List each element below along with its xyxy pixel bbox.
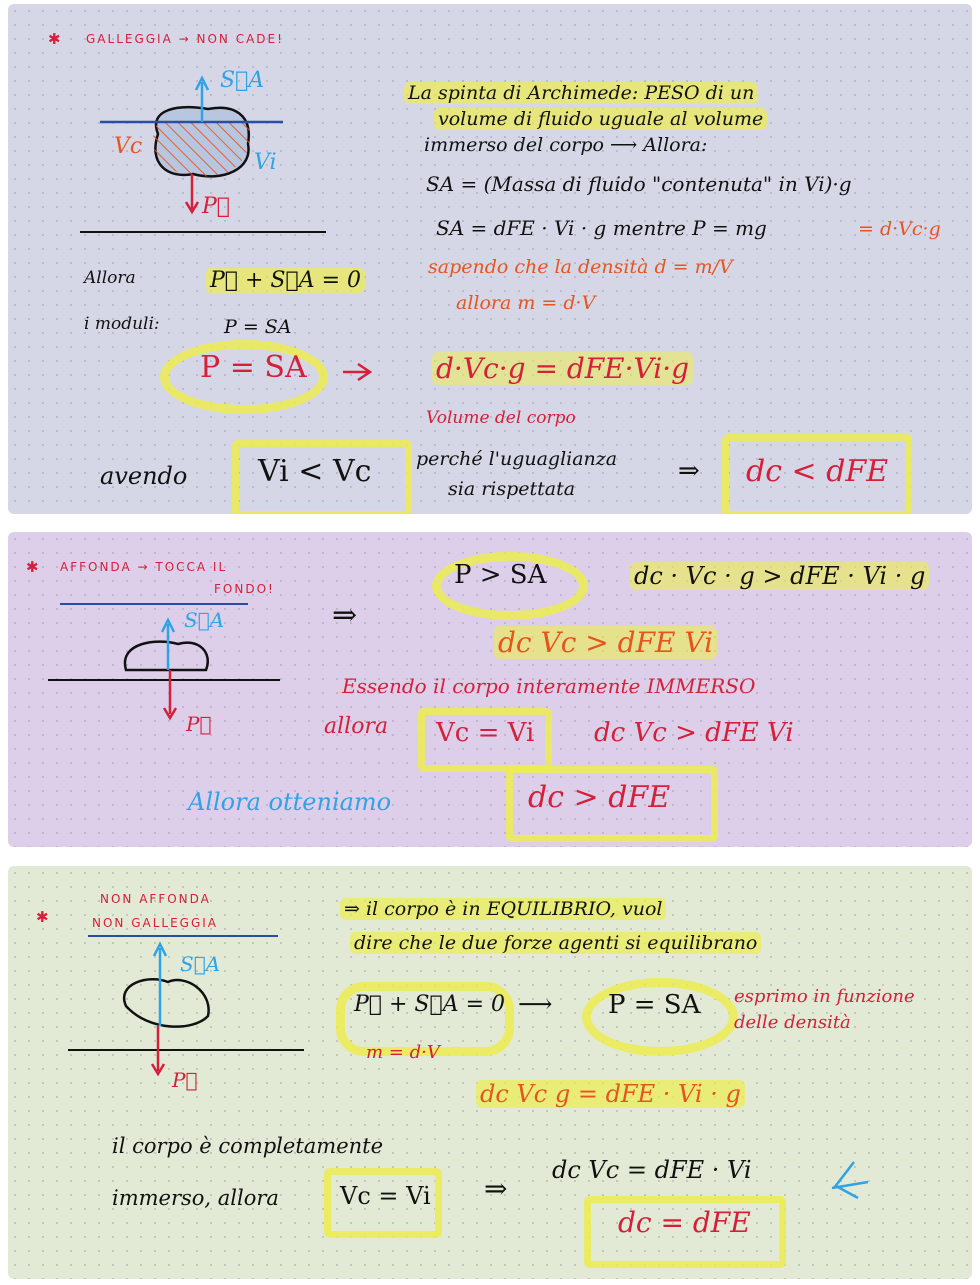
archimedes-line-3: immerso del corpo ⟶ Allora: [424, 134, 708, 156]
weight-label: P⃗ [202, 194, 231, 219]
vi-less-than-vc: Vi < Vc [258, 454, 372, 489]
density-result: dc < dFE [746, 454, 889, 489]
immersed-line-2: immerso, allora [112, 1186, 279, 1210]
inequality-full: dc · Vc · g > dFE · Vi · g [630, 562, 929, 590]
vc-equals-vi: Vc = Vi [340, 1182, 431, 1210]
reason-line-1: perché l'uguaglianza [416, 448, 618, 470]
express-densities-line-2: delle densità [734, 1012, 851, 1033]
density-definition: sapendo che la densità d = m/V [428, 256, 733, 278]
weight-equals-buoyancy: P = SA [608, 990, 701, 1020]
fully-immersed-note: Essendo il corpo interamente IMMERSO [342, 674, 756, 698]
archimedes-line-1: La spinta di Archimede: PESO di un [404, 82, 758, 104]
buoyancy-label: S⃗A [220, 68, 265, 93]
weight-equals-buoyancy: P = SA [200, 350, 307, 385]
section-title: GALLEGGIA → NON CADE! [86, 32, 284, 46]
vc-equals-vi: Vc = Vi [436, 718, 535, 748]
reason-line-2: sia rispettata [448, 478, 576, 500]
density-result: dc > dFE [528, 780, 671, 815]
archimedes-line-2: volume di fluido uguale al volume [434, 108, 767, 130]
buoyancy-label: S⃗A [180, 952, 221, 976]
volume-note: Volume del corpo [426, 408, 576, 428]
implies-arrow: ⇒ [678, 456, 700, 486]
equilibrium-line-2: dire che le due forze agenti si equilibrano [350, 932, 761, 954]
mass-definition: m = d·V [366, 1042, 440, 1063]
inequality-cancelled: dc Vc > dFE Vi [594, 718, 794, 748]
weight-label: P⃗ [172, 1068, 198, 1092]
section-title-line-1: AFFONDA → TOCCA IL [60, 560, 228, 574]
density-volume-equation: d·Vc·g = dFE·Vi·g [432, 352, 693, 385]
arrow: ⟶ [518, 990, 553, 1018]
asterisk-icon: ✱ [48, 30, 63, 48]
asterisk-icon: ✱ [26, 558, 41, 576]
section-affonda [8, 532, 972, 847]
result-intro: Allora otteniamo [188, 788, 392, 816]
allora-label: allora [324, 714, 389, 739]
weight-label: P⃗ [186, 712, 212, 736]
asterisk-icon: ✱ [36, 908, 51, 926]
section-equilibrio [8, 866, 972, 1279]
moduli-label: i moduli: [84, 314, 160, 334]
moduli-equation: P = SA [224, 316, 292, 338]
equilibrium-line-1: ⇒ il corpo è in EQUILIBRIO, vuol [340, 898, 666, 920]
buoyancy-mass-equation: SA = (Massa di fluido "contenuta" in Vi)·g [426, 172, 852, 196]
express-densities-line-1: esprimo in funzione [734, 986, 915, 1007]
section-title-line-2: FONDO! [214, 582, 275, 596]
density-result: dc = dFE [618, 1206, 751, 1239]
vector-equilibrium: P⃗ + S⃗A = 0 [206, 268, 365, 293]
avendo-label: avendo [100, 462, 188, 490]
buoyancy-density-equation: SA = dFE · Vi · g mentre P = mg [436, 216, 767, 240]
buoyancy-label: S⃗A [184, 608, 225, 632]
inequality-simplified: dc Vc > dFE Vi [494, 626, 717, 659]
neutral-body-diagram [8, 866, 972, 1279]
allora-label: Allora [84, 268, 136, 288]
weight-density-expr: = d·Vc·g [858, 218, 941, 240]
section-title-line-2: NON GALLEGGIA [92, 916, 219, 930]
section-title-line-1: NON AFFONDA [100, 892, 211, 906]
weight-greater-buoyancy: P > SA [454, 560, 547, 590]
section-galleggia [8, 4, 972, 514]
density-equation-cancelled: dc Vc = dFE · Vi [552, 1156, 752, 1184]
vector-equilibrium: P⃗ + S⃗A = 0 [354, 992, 506, 1017]
implies-arrow: ⇒ [332, 598, 358, 633]
density-equation: dc Vc g = dFE · Vi · g [476, 1080, 745, 1108]
vi-label: Vi [254, 150, 277, 175]
mass-definition: allora m = d·V [456, 292, 596, 314]
immersed-line-1: il corpo è completamente [112, 1134, 384, 1158]
implies-arrow: ⇒ [484, 1172, 508, 1205]
vc-label: Vc [114, 134, 143, 159]
